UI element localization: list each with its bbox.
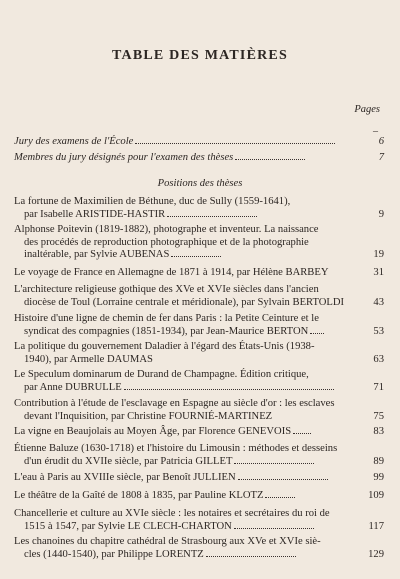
- toc-entry: La vigne en Beaujolais au Moyen Âge, par Florence GENEVOIS 83: [14, 426, 384, 437]
- page-number: 99: [373, 472, 384, 483]
- page-number: 53: [373, 325, 384, 337]
- toc-entry: Histoire d'une ligne de chemin de fer dans Paris : la Petite Ceinture et le syndicat des compagnies (1851-1934), par Jean-Maurice BERTON 53: [14, 313, 384, 337]
- page-number: 117: [368, 520, 384, 532]
- toc-entry: Le théâtre de la Gaîté de 1808 à 1835, par Pauline KLOTZ 109: [14, 490, 384, 501]
- page-number: 7: [378, 152, 384, 163]
- pages-column-label: Pages: [354, 104, 380, 115]
- toc-entry: L'eau à Paris au XVIIIe siècle, par Benoît JULLIEN 99: [14, 472, 384, 483]
- toc-entry: Le Speculum dominarum de Durand de Champagne. Édition critique, par Anne DUBRULLE 71: [14, 369, 384, 393]
- toc-entry: Chancellerie et culture au XVIe siècle : les notaires et secrétaires du roi de 1515 à 1547, par Sylvie LE CLECH-CHARTON 117: [14, 508, 384, 532]
- toc-entry: Les chanoines du chapitre cathédral de Strasbourg aux XVe et XVIe siè- cles (1440-1540), par Philippe LORENTZ 129: [14, 536, 384, 560]
- toc-entry: Alphonse Poitevin (1819-1882), photographe et inventeur. La naissance des procédés de reproduction photographique et de la photographie inaltérable, par Sylvie AUBENAS 19: [14, 224, 384, 260]
- separator-dash: –: [373, 126, 378, 137]
- entry-text: Membres du jury désignés pour l'examen des thèses: [14, 152, 234, 163]
- front-matter-jury: [14, 136, 384, 149]
- toc-entry: L'architecture religieuse gothique des XVe et XVIe siècles dans l'ancien diocèse de Toul (Lorraine centrale et méridionale), par Sylvain BERTOLDI 43: [14, 284, 384, 308]
- page-number: 6: [378, 136, 384, 147]
- page-number: 83: [373, 426, 384, 437]
- page-number: 63: [373, 353, 384, 365]
- page-number: 75: [373, 410, 384, 422]
- toc-entry: La politique du gouvernement Daladier à l'égard des États-Unis (1938- 1940), par Armelle DAUMAS 63: [14, 341, 384, 365]
- page-number: 43: [373, 296, 384, 308]
- page-number: 19: [373, 249, 384, 260]
- toc-entry: Étienne Baluze (1630-1718) et l'histoire du Limousin : méthodes et desseins d'un érudit du XVIIe siècle, par Patricia GILLET 89: [14, 443, 384, 467]
- toc-entry: La fortune de Maximilien de Béthune, duc de Sully (1559-1641), par Isabelle ARISTIDE-HASTIR 9: [14, 196, 384, 220]
- toc-entry: Contribution à l'étude de l'esclavage en Espagne au siècle d'or : les esclaves devant l'Inquisition, par Christine FOURNIÉ-MARTINEZ 75: [14, 398, 384, 422]
- page-title: TABLE DES MATIÈRES: [112, 48, 288, 63]
- section-heading: Positions des thèses: [157, 178, 243, 189]
- page-number: 89: [373, 455, 384, 467]
- front-matter-membres: [14, 152, 384, 165]
- page-number: 109: [368, 490, 384, 501]
- page-number: 31: [373, 267, 384, 278]
- page-number: 71: [373, 381, 384, 393]
- toc-entry: Le voyage de France en Allemagne de 1871 à 1914, par Hélène BARBEY 31: [14, 267, 384, 278]
- page-number: 9: [378, 208, 384, 220]
- page-number: 129: [368, 548, 384, 560]
- entry-text: Jury des examens de l'École: [14, 136, 134, 147]
